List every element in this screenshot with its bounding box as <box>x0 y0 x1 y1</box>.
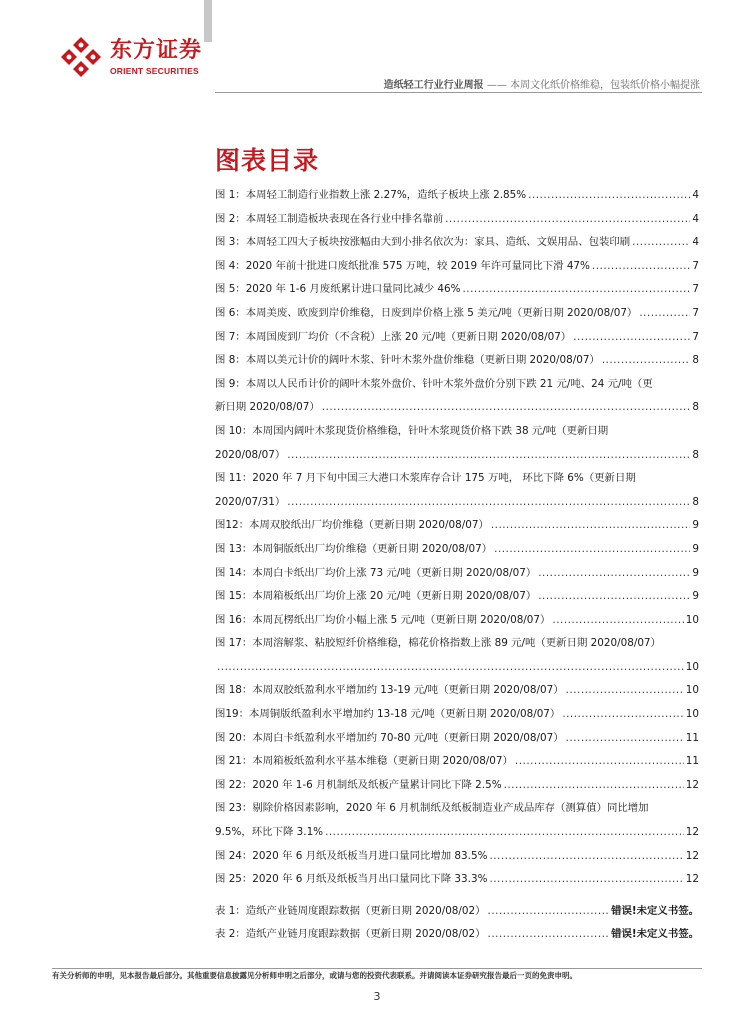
toc-title: 图表目录 <box>215 146 320 175</box>
toc-leader-dots <box>528 184 690 208</box>
toc-entry-label-cont: 2020/08/07） <box>215 448 286 461</box>
page-number: 3 <box>373 990 381 1003</box>
toc-leader-dots <box>489 868 683 892</box>
toc-entry-label: 图 15：本周箱板纸出厂均价上涨 20 元/吨（更新日期 2020/08/07） <box>215 590 537 603</box>
toc-entry-label: 图 7：本周国废到厂均价（不含税）上涨 20 元/吨（更新日期 2020/08/07） <box>215 330 572 343</box>
toc-entry-page: 9 <box>692 519 699 532</box>
toc-entry-fig-8[interactable] <box>215 349 699 373</box>
toc-entry-label: 图 23：剔除价格因素影响，2020 年 6 月机制纸及纸板制造业产成品库存（测算值）同比增加 <box>215 802 649 815</box>
header-divider <box>215 92 702 93</box>
toc-entry-fig-6[interactable] <box>215 302 699 326</box>
toc-entry-page: 8 <box>692 354 699 367</box>
toc-entry-fig-18[interactable] <box>215 679 699 703</box>
toc-entry-fig-21[interactable] <box>215 750 699 774</box>
toc-entry-label: 表 1：造纸产业链周度跟踪数据（更新日期 2020/08/02） <box>215 904 486 917</box>
toc-entry-page: 9 <box>692 590 699 603</box>
toc-leader-dots <box>632 231 690 255</box>
toc-list <box>215 184 699 947</box>
company-logo <box>58 34 202 80</box>
toc-entry-label: 图 3：本周轻工四大子板块按涨幅由大到小排名依次为：家具、造纸、文娱用品、包装印刷 <box>215 236 631 249</box>
toc-entry-label: 图 22：2020 年 1-6 月机制纸及纸板产量累计同比下降 2.5% <box>215 778 502 791</box>
toc-entry-label: 图 25：2020 年 6 月纸及纸板当月出口量同比下降 33.3% <box>215 873 488 886</box>
toc-entry-fig-1[interactable] <box>215 184 699 208</box>
toc-leader-dots <box>287 444 690 468</box>
toc-tables-section <box>215 900 699 947</box>
toc-entry-label: 图 1：本周轻工制造行业指数上涨 2.27%，造纸子板块上涨 2.85% <box>215 189 527 201</box>
toc-entry-label: 图 8：本周以美元计价的阔叶木浆、针叶木浆外盘价维稳（更新日期 2020/08/07） <box>215 354 600 367</box>
toc-entry-page: 4 <box>692 212 699 225</box>
toc-entry-page: 7 <box>692 330 699 343</box>
toc-entry-label: 图 13：本周铜版纸出厂均价维稳（更新日期 2020/08/07） <box>215 542 493 555</box>
toc-entry-label: 图 14：本周白卡纸出厂均价上涨 73 元/吨（更新日期 2020/08/07） <box>215 566 537 579</box>
toc-leader-dots <box>494 538 690 562</box>
toc-entry-fig-17[interactable] <box>215 632 699 679</box>
toc-entry-fig-2[interactable] <box>215 208 699 232</box>
toc-entry-fig-22[interactable] <box>215 774 699 798</box>
logo-chinese-name: 东方证券 <box>110 37 203 63</box>
toc-entry-page: 8 <box>692 495 699 508</box>
toc-entry-page: 4 <box>692 236 699 249</box>
toc-entry-page-error: 错误!未定义书签。 <box>611 904 699 917</box>
toc-entry-label: 图 6：本周美废、欧废到岸价维稳，日废到岸价格上涨 5 美元/吨（更新日期 2020/08/07） <box>215 306 638 319</box>
toc-entry-page: 10 <box>685 684 699 697</box>
toc-entry-label: 图 16：本周瓦楞纸出厂均价小幅上涨 5 元/吨（更新日期 2020/08/07） <box>215 613 551 626</box>
toc-entry-page: 11 <box>685 755 699 768</box>
toc-entry-fig-19[interactable] <box>215 703 699 727</box>
toc-entry-label-cont: 2020/07/31） <box>215 495 286 508</box>
toc-leader-dots <box>463 278 691 302</box>
toc-entry-fig-23[interactable] <box>215 797 699 844</box>
toc-leader-dots <box>488 900 610 924</box>
toc-entry-label: 图 5：2020 年 1-6 月废纸累计进口量同比减少 46% <box>215 283 461 296</box>
toc-entry-page: 10 <box>685 708 699 721</box>
toc-entry-fig-24[interactable] <box>215 845 699 869</box>
report-header <box>384 76 700 91</box>
toc-entry-page: 10 <box>685 613 699 626</box>
toc-entry-fig-10[interactable] <box>215 420 699 467</box>
toc-entry-page: 12 <box>685 826 699 839</box>
toc-entry-page: 10 <box>685 660 699 673</box>
logo-english-name: ORIENT SECURITIES <box>110 65 199 76</box>
toc-leader-dots <box>488 923 610 947</box>
toc-entry-fig-20[interactable] <box>215 727 699 751</box>
toc-leader-dots <box>515 750 684 774</box>
toc-leader-dots <box>538 562 690 586</box>
toc-entry-fig-11[interactable] <box>215 467 699 514</box>
toc-leader-dots <box>217 656 684 680</box>
toc-leader-dots <box>562 703 683 727</box>
toc-leader-dots <box>504 774 684 798</box>
toc-entry-table-2[interactable] <box>215 923 699 947</box>
toc-leader-dots <box>325 821 684 845</box>
toc-entry-fig-5[interactable] <box>215 278 699 302</box>
toc-entry-label-cont: 9.5%，环比下降 3.1% <box>215 826 324 839</box>
toc-entry-page: 8 <box>692 448 699 461</box>
toc-entry-fig-9[interactable] <box>215 373 699 420</box>
toc-leader-dots <box>566 679 684 703</box>
toc-entry-label: 图 24：2020 年 6 月纸及纸板当月进口量同比增加 83.5% <box>215 849 488 862</box>
orient-securities-logo-icon <box>58 34 104 80</box>
toc-entry-fig-7[interactable] <box>215 326 699 350</box>
toc-entry-page: 12 <box>685 849 699 862</box>
toc-entry-page: 9 <box>692 566 699 579</box>
toc-leader-dots <box>445 208 690 232</box>
toc-entry-fig-12[interactable] <box>215 514 699 538</box>
toc-entry-table-1[interactable] <box>215 900 699 924</box>
footer-disclaimer: 有关分析师的申明，见本报告最后部分。其他重要信息披露见分析师申明之后部分，或请与您的投资代表联系。并请阅读本证券研究报告最后一页的免责申明。 <box>52 971 577 980</box>
toc-entry-label: 图12：本周双胶纸出厂均价维稳（更新日期 2020/08/07） <box>215 519 489 532</box>
toc-entry-page: 11 <box>685 731 699 744</box>
toc-leader-dots <box>566 727 684 751</box>
toc-entry-page: 7 <box>692 259 699 272</box>
toc-leader-dots <box>538 585 690 609</box>
toc-entry-fig-25[interactable] <box>215 868 699 892</box>
toc-entry-page: 7 <box>692 306 699 319</box>
toc-entry-label: 图 4：2020 年前十批进口废纸批准 575 万吨，较 2019 年许可量同比下滑 47% <box>215 259 590 272</box>
toc-entry-fig-13[interactable] <box>215 538 699 562</box>
toc-entry-fig-3[interactable] <box>215 231 699 255</box>
header-decoration-bar <box>204 0 212 42</box>
toc-entry-label: 图 20：本周白卡纸盈利水平增加约 70-80 元/吨（更新日期 2020/08/07） <box>215 731 564 744</box>
toc-entry-label: 图 11：2020 年 7 月下旬中国三大港口木浆库存合计 175 万吨， 环比下降 6%（更新日期 <box>215 472 636 485</box>
toc-entry-label: 表 2：造纸产业链月度跟踪数据（更新日期 2020/08/02） <box>215 928 486 941</box>
toc-entry-page: 12 <box>685 873 699 886</box>
toc-leader-dots <box>592 255 690 279</box>
toc-leader-dots <box>489 845 683 869</box>
header-separator: —— <box>486 80 507 91</box>
toc-entry-label: 图 18：本周双胶纸盈利水平增加约 13-19 元/吨（更新日期 2020/08/07） <box>215 684 564 697</box>
toc-entry-page-error: 错误!未定义书签。 <box>611 928 699 941</box>
toc-entry-label: 图19：本周铜版纸盈利水平增加约 13-18 元/吨（更新日期 2020/08/07） <box>215 708 561 721</box>
toc-leader-dots <box>491 514 691 538</box>
toc-entry-fig-15[interactable] <box>215 585 699 609</box>
toc-leader-dots <box>573 326 690 350</box>
toc-entry-fig-4[interactable] <box>215 255 699 279</box>
toc-entry-page: 4 <box>692 189 699 201</box>
toc-leader-dots <box>322 396 691 420</box>
toc-entry-fig-14[interactable] <box>215 562 699 586</box>
toc-entry-page: 8 <box>692 401 699 414</box>
toc-entry-label: 图 2：本周轻工制造板块表现在各行业中排名靠前 <box>215 212 444 225</box>
report-type: 造纸轻工行业行业周报 <box>383 80 484 91</box>
footer-divider <box>52 968 702 969</box>
toc-leader-dots <box>639 302 690 326</box>
toc-entry-fig-16[interactable] <box>215 609 699 633</box>
report-subtitle: 本周文化纸价格维稳，包装纸价格小幅提涨 <box>510 80 700 91</box>
toc-entry-label-cont: 新日期 2020/08/07） <box>215 401 320 414</box>
toc-entry-label: 图 9：本周以人民币计价的阔叶木浆外盘价、针叶木浆外盘价分别下跌 21 元/吨、24 元/吨（更 <box>215 377 653 390</box>
toc-leader-dots <box>287 491 690 515</box>
toc-entry-page: 7 <box>692 283 699 296</box>
toc-entry-label: 图 17：本周溶解浆、粘胶短纤价格维稳，棉花价格指数上涨 89 元/吨（更新日期 2020/08/07） <box>215 637 661 650</box>
toc-entry-label: 图 10：本周国内阔叶木浆现货价格维稳，针叶木浆现货价格下跌 38 元/吨（更新日期 <box>215 424 609 437</box>
toc-leader-dots <box>602 349 691 373</box>
toc-leader-dots <box>552 609 683 633</box>
toc-entry-label: 图 21：本周箱板纸盈利水平基本维稳（更新日期 2020/08/07） <box>215 755 513 768</box>
toc-entry-page: 12 <box>685 778 699 791</box>
toc-entry-page: 9 <box>692 542 699 555</box>
